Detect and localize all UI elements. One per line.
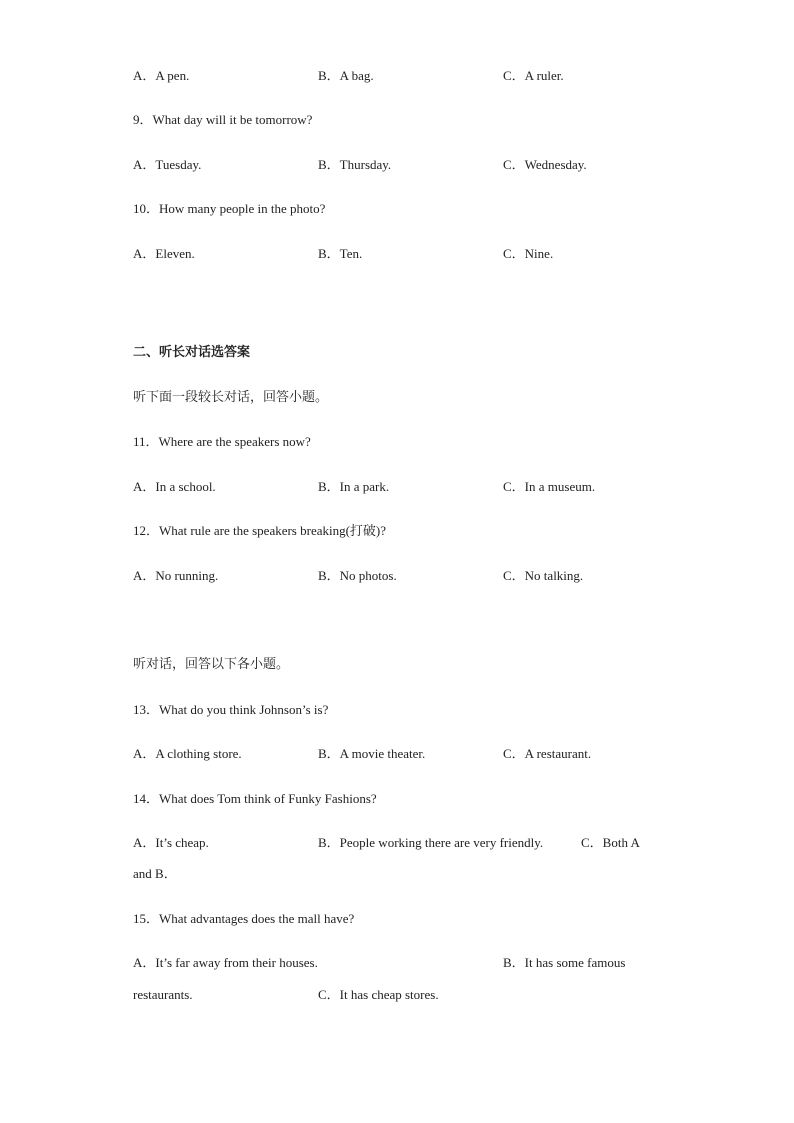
q14-option-c-continued: and B． <box>133 866 177 881</box>
q9-option-b: B．Thursday. <box>318 157 392 172</box>
q14-option-b: B．People working there are very friendly. <box>318 835 544 850</box>
q14-option-a: A．It’s cheap. <box>133 835 209 850</box>
q13-option-c: C．A restaurant. <box>503 746 592 761</box>
q15-question: 15．What advantages does the mall have? <box>133 911 355 926</box>
q12-option-b: B．No photos. <box>318 568 397 583</box>
q10-option-b: B．Ten. <box>318 246 363 261</box>
q15-option-a: A．It’s far away from their houses. <box>133 955 318 970</box>
q14-option-c: C．Both A <box>581 835 640 850</box>
q10-question: 10．How many people in the photo? <box>133 201 326 216</box>
section-instruction: 听下面一段较长对话，回答小题。 <box>133 390 329 405</box>
q14-question: 14．What does Tom think of Funky Fashions? <box>133 791 377 806</box>
q10-option-c: C．Nine. <box>503 246 554 261</box>
q15-option-c: C．It has cheap stores. <box>318 987 439 1002</box>
q9-question: 9．What day will it be tomorrow? <box>133 112 313 127</box>
q11-option-a: A．In a school. <box>133 479 216 494</box>
dialogue-instruction: 听对话，回答以下各小题。 <box>133 657 290 672</box>
q11-option-c: C．In a museum. <box>503 479 596 494</box>
q9-option-a: A．Tuesday. <box>133 157 202 172</box>
q10-option-a: A．Eleven. <box>133 246 195 261</box>
q15-option-b-continued: restaurants. <box>133 987 193 1002</box>
q9-option-c: C．Wednesday. <box>503 157 587 172</box>
q8-option-b: B．A bag. <box>318 68 374 83</box>
q8-option-a: A．A pen. <box>133 68 190 83</box>
q8-option-c: C．A ruler. <box>503 68 564 83</box>
q12-option-c: C．No talking. <box>503 568 584 583</box>
q11-option-b: B．In a park. <box>318 479 390 494</box>
q15-option-b: B．It has some famous <box>503 955 626 970</box>
q11-question: 11．Where are the speakers now? <box>133 434 311 449</box>
q12-question: 12．What rule are the speakers breaking(打破)? <box>133 523 387 538</box>
q12-option-a: A．No running. <box>133 568 219 583</box>
section-heading: 二、听长对话选答案 <box>133 345 251 360</box>
q13-question: 13．What do you think Johnson’s is? <box>133 702 329 717</box>
q13-option-b: B．A movie theater. <box>318 746 426 761</box>
q13-option-a: A．A clothing store. <box>133 746 242 761</box>
